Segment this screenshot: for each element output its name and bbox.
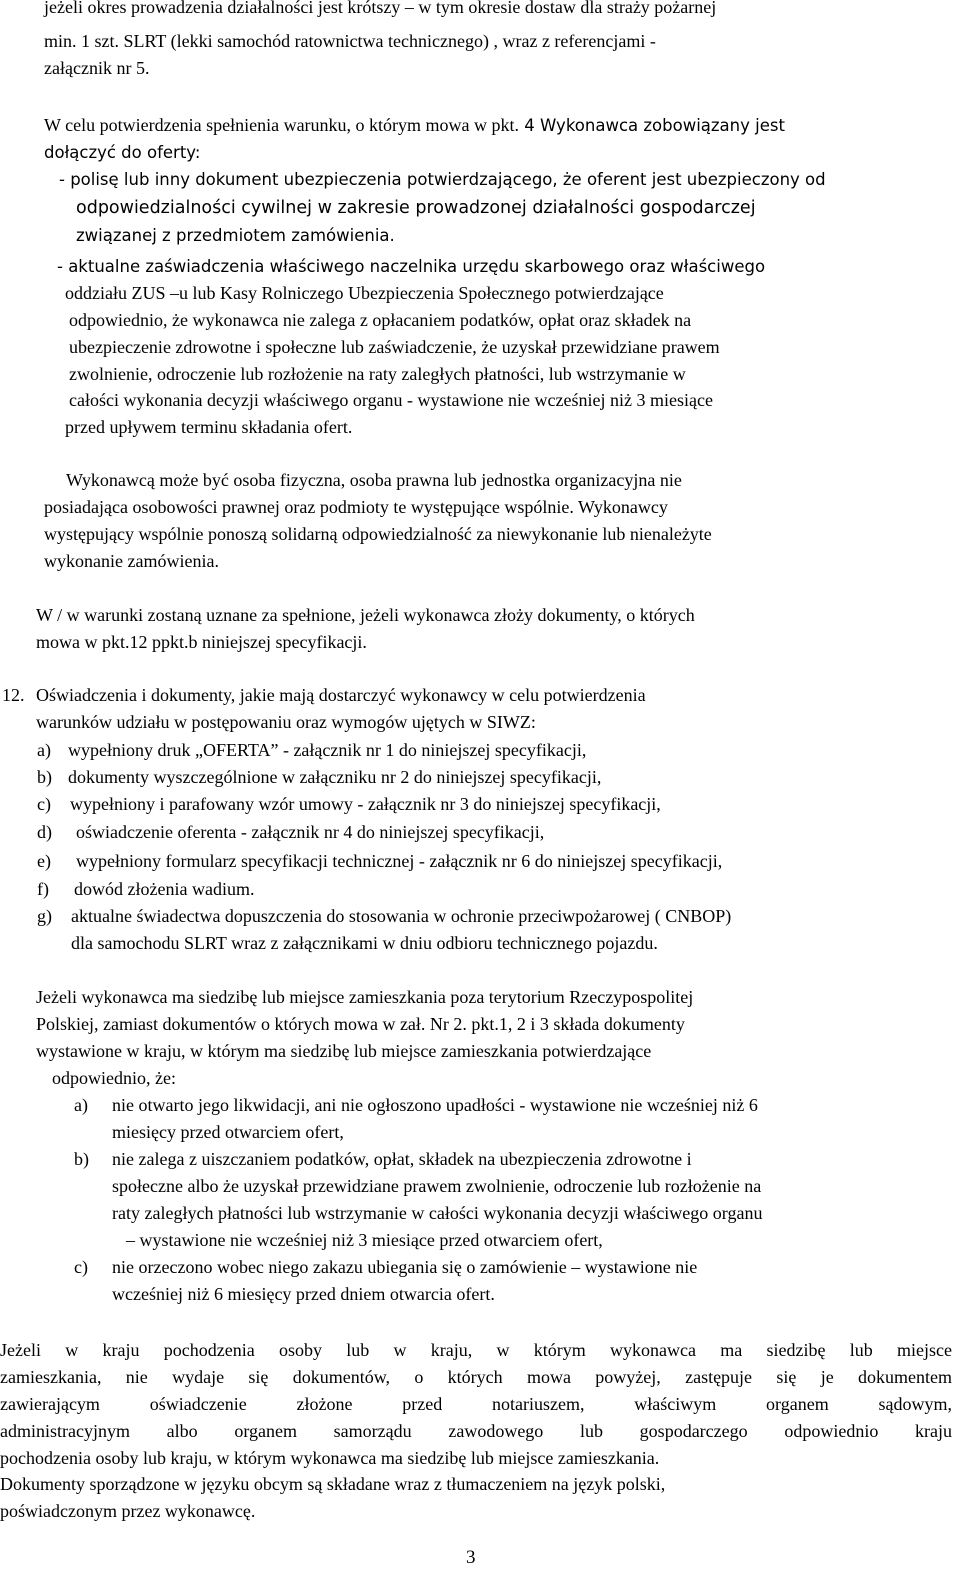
certs-line-7: przed upływem terminu składania ofert. <box>65 417 353 437</box>
confirm-line-1-sans: 4 Wykonawca zobowiązany jest <box>519 116 785 135</box>
foreign-item-b-4: – wystawione nie wcześniej niż 3 miesiące przed otwarciem ofert, <box>126 1230 603 1250</box>
intro-line-3: załącznik nr 5. <box>44 58 150 78</box>
section-12-heading-2: warunków udziału w postępowaniu oraz wymogów ujętych w SIWZ: <box>36 712 536 732</box>
certs-line-4: ubezpieczenie zdrowotne i społeczne lub zaświadczenie, że uzyskał przewidziane prawem <box>69 337 720 357</box>
s12-marker-g: g) <box>37 906 52 926</box>
contractor-line-2: posiadająca osobowości prawnej oraz podmioty te występujące wspólnie. Wykonawcy <box>44 497 668 517</box>
page-number: 3 <box>466 1547 476 1568</box>
policy-line-2: odpowiedzialności cywilnej w zakresie prowadzonej działalności gospodarczej <box>76 198 756 218</box>
contractor-line-4: wykonanie zamówienia. <box>44 551 219 571</box>
foreign-marker-b: b) <box>74 1149 89 1169</box>
foreign-line-2: Polskiej, zamiast dokumentów o których mowa w zał. Nr 2. pkt.1, 2 i 3 składa dokumenty <box>36 1014 685 1034</box>
certs-line-2: oddziału ZUS –u lub Kasy Rolniczego Ubezpieczenia Społecznego potwierdzające <box>65 283 664 303</box>
policy-line-3: związanej z przedmiotem zamówienia. <box>76 226 395 245</box>
s12-item-g: aktualne świadectwa dopuszczenia do stosowania w ochronie przeciwpożarowej ( CNBOP) <box>71 906 732 926</box>
nodocs-line-5: pochodzenia osoby lub kraju, w którym wykonawca ma siedzibę lub miejsce zamieszkania. <box>0 1448 660 1468</box>
s12-item-a: wypełniony druk „OFERTA” - załącznik nr 1 do niniejszej specyfikacji, <box>68 740 587 760</box>
foreign-item-c-2: wcześniej niż 6 miesięcy przed dniem otwarcia ofert. <box>112 1284 495 1304</box>
s12-item-e: wypełniony formularz specyfikacji technicznej - załącznik nr 6 do niniejszej specyfikacji, <box>76 851 723 871</box>
nodocs-line-1: Jeżeli w kraju pochodzenia osoby lub w kraju, w którym wykonawca ma siedzibę lub miejsce <box>0 1340 952 1360</box>
confirm-line-1-serif: W celu potwierdzenia spełnienia warunku, o którym mowa w pkt. <box>44 115 520 135</box>
s12-marker-f: f) <box>37 879 49 899</box>
conditions-line-1: W / w warunki zostaną uznane za spełnione, jeżeli wykonawca złoży dokumenty, o których <box>36 605 695 625</box>
confirm-line-1 <box>44 112 785 139</box>
foreign-item-b-3: raty zaległych płatności lub wstrzymanie w całości wykonania decyzji właściwego organu <box>112 1203 763 1223</box>
foreign-line-1: Jeżeli wykonawca ma siedzibę lub miejsce zamieszkania poza terytorium Rzeczypospolitej <box>36 987 694 1007</box>
policy-line-1: - polisę lub inny dokument ubezpieczenia potwierdzającego, że oferent jest ubezpieczony od <box>59 170 826 189</box>
s12-item-d: oświadczenie oferenta - załącznik nr 4 do niniejszej specyfikacji, <box>76 822 545 842</box>
s12-item-c: wypełniony i parafowany wzór umowy - załącznik nr 3 do niniejszej specyfikacji, <box>70 794 661 814</box>
s12-marker-e: e) <box>37 851 51 871</box>
s12-marker-a: a) <box>37 740 51 760</box>
s12-item-g-cont: dla samochodu SLRT wraz z załącznikami w dniu odbioru technicznego pojazdu. <box>71 933 658 953</box>
foreign-item-c-1: nie orzeczono wobec niego zakazu ubiegania się o zamówienie – wystawione nie <box>112 1257 698 1277</box>
contractor-line-1: Wykonawcą może być osoba fizyczna, osoba prawna lub jednostka organizacyjna nie <box>66 470 682 490</box>
confirm-line-2: dołączyć do oferty: <box>44 143 201 162</box>
conditions-line-2: mowa w pkt.12 ppkt.b niniejszej specyfikacji. <box>36 632 367 652</box>
section-12-number: 12. <box>2 685 25 705</box>
s12-item-f: dowód złożenia wadium. <box>74 879 255 899</box>
foreign-line-3: wystawione w kraju, w którym ma siedzibę lub miejsce zamieszkania potwierdzające <box>36 1041 652 1061</box>
foreign-item-a-1: nie otwarto jego likwidacji, ani nie ogłoszono upadłości - wystawione nie wcześniej niż 6 <box>112 1095 758 1115</box>
s12-item-b: dokumenty wyszczególnione w załączniku nr 2 do niniejszej specyfikacji, <box>68 767 602 787</box>
foreign-item-b-2: społeczne albo że uzyskał przewidziane prawem zwolnienie, odroczenie lub rozłożenie na <box>112 1176 762 1196</box>
foreign-item-b-1: nie zalega z uiszczaniem podatków, opłat, składek na ubezpieczenia zdrowotne i <box>112 1149 692 1169</box>
translation-line-2: poświadczonym przez wykonawcę. <box>0 1501 256 1521</box>
s12-marker-c: c) <box>37 794 51 814</box>
certs-line-1: - aktualne zaświadczenia właściwego naczelnika urzędu skarbowego oraz właściwego <box>57 257 766 276</box>
s12-marker-b: b) <box>37 767 52 787</box>
nodocs-line-2: zamieszkania, nie wydaje się dokumentów, o których mowa powyżej, zastępuje się je dokumentem <box>0 1367 952 1387</box>
nodocs-line-3: zawierającym oświadczenie złożone przed notariuszem, właściwym organem sądowym, <box>0 1394 952 1414</box>
s12-marker-d: d) <box>37 822 52 842</box>
nodocs-line-4: administracyjnym albo organem samorządu zawodowego lub gospodarczego odpowiednio kraju <box>0 1421 952 1441</box>
contractor-line-3: występujący wspólnie ponoszą solidarną odpowiedzialność za niewykonanie lub nienależyte <box>44 524 712 544</box>
intro-line-1: jeżeli okres prowadzenia działalności jest krótszy – w tym okresie dostaw dla straży pożarnej <box>44 0 717 17</box>
foreign-line-4: odpowiednio, że: <box>52 1068 176 1088</box>
foreign-item-a-2: miesięcy przed otwarciem ofert, <box>112 1122 344 1142</box>
section-12-heading-1: Oświadczenia i dokumenty, jakie mają dostarczyć wykonawcy w celu potwierdzenia <box>36 685 646 705</box>
certs-line-3: odpowiednio, że wykonawca nie zalega z opłacaniem podatków, opłat oraz składek na <box>69 310 692 330</box>
foreign-marker-c: c) <box>74 1257 88 1277</box>
foreign-marker-a: a) <box>74 1095 88 1115</box>
certs-line-6: całości wykonania decyzji właściwego organu - wystawione nie wcześniej niż 3 miesiące <box>69 390 713 410</box>
certs-line-5: zwolnienie, odroczenie lub rozłożenie na raty zaległych płatności, lub wstrzymanie w <box>69 364 686 384</box>
translation-line-1: Dokumenty sporządzone w języku obcym są składane wraz z tłumaczeniem na język polski, <box>0 1474 666 1494</box>
intro-line-2: min. 1 szt. SLRT (lekki samochód ratownictwa technicznego) , wraz z referencjami - <box>44 31 656 51</box>
